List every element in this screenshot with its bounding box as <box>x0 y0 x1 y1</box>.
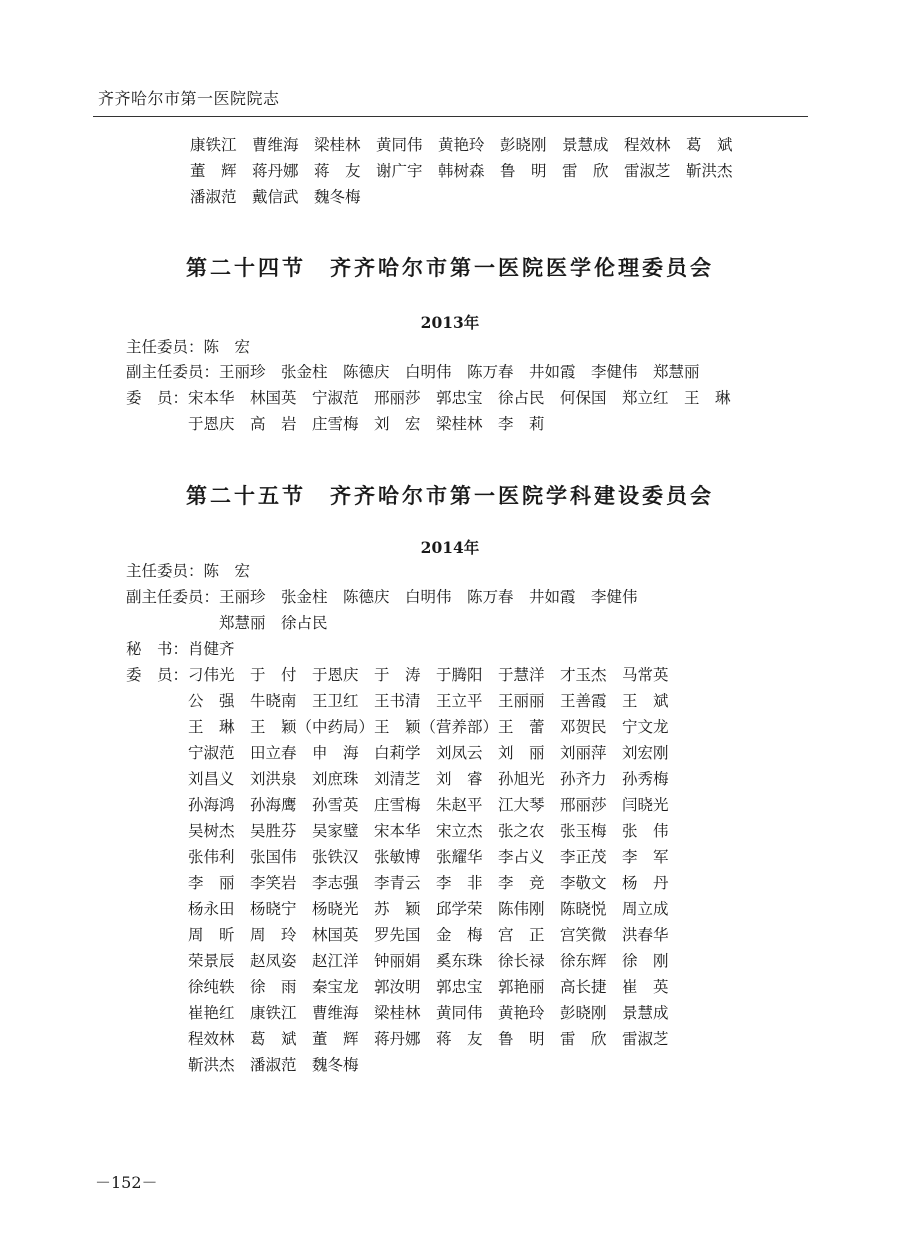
member-line: 吴树杰 吴胜芬 吴家璧 宋本华 宋立杰 张之农 张玉梅 张 伟 <box>126 822 669 840</box>
member-line: 孙海鸿 孙海鹰 孙雪英 庄雪梅 朱赵平 江大琴 邢丽莎 闫晓光 <box>126 796 669 814</box>
member-line: 委 员：宋本华 林国英 宁淑范 邢丽莎 郭忠宝 徐占民 何保国 郑立红 王 琳 <box>126 389 731 407</box>
member-line: 康铁江 曹维海 梁桂林 黄同伟 黄艳玲 彭晓刚 景慧成 程效林 葛 斌 <box>190 136 733 154</box>
section-24-title: 第二十四节 齐齐哈尔市第一医院医学伦理委员会 <box>186 256 714 280</box>
member-line: 程效林 葛 斌 董 辉 蒋丹娜 蒋 友 鲁 明 雷 欣 雷淑芝 <box>126 1030 669 1048</box>
section-25-title: 第二十五节 齐齐哈尔市第一医院学科建设委员会 <box>186 484 714 508</box>
member-line: 李 丽 李笑岩 李志强 李青云 李 非 李 竞 李敬文 杨 丹 <box>126 874 669 892</box>
section-25-year: 2014年 <box>420 538 480 557</box>
member-line: 周 昕 周 玲 林国英 罗先国 金 梅 宫 正 宫笑微 洪春华 <box>126 926 669 944</box>
member-line: 潘淑范 戴信武 魏冬梅 <box>190 188 361 206</box>
member-line: 王 琳 王 颖（中药局）王 颖（营养部）王 蕾 邓贺民 宁文龙 <box>126 718 669 736</box>
member-line: 宁淑范 田立春 申 海 白莉学 刘凤云 刘 丽 刘丽萍 刘宏刚 <box>126 744 669 762</box>
member-line: 刘昌义 刘洪泉 刘庶珠 刘清芝 刘 睿 孙旭光 孙齐力 孙秀梅 <box>126 770 669 788</box>
member-line: 荣景辰 赵凤姿 赵江洋 钟丽娟 奚东珠 徐长禄 徐东辉 徐 刚 <box>126 952 669 970</box>
chair-line: 主任委员：陈 宏 <box>126 562 251 580</box>
member-line: 张伟利 张国伟 张铁汉 张敏博 张耀华 李占义 李正茂 李 军 <box>126 848 669 866</box>
running-header-title: 齐齐哈尔市第一医院院志 <box>98 89 280 108</box>
member-line: 杨永田 杨晓宁 杨晓光 苏 颖 邱学荣 陈伟刚 陈晓悦 周立成 <box>126 900 669 918</box>
member-line: 于恩庆 高 岩 庄雪梅 刘 宏 梁桂林 李 莉 <box>126 415 545 433</box>
member-line: 董 辉 蒋丹娜 蒋 友 谢广宇 韩树森 鲁 明 雷 欣 雷淑芝 靳洪杰 <box>190 162 733 180</box>
header-divider <box>93 116 808 117</box>
member-line: 靳洪杰 潘淑范 魏冬梅 <box>126 1056 359 1074</box>
page-number: －152－ <box>95 1173 158 1192</box>
vice-chair-line: 郑慧丽 徐占民 <box>126 614 328 632</box>
section-24-year: 2013年 <box>420 313 480 332</box>
secretary-line: 秘 书：肖健齐 <box>126 640 235 658</box>
chair-line: 主任委员：陈 宏 <box>126 338 251 356</box>
member-line: 公 强 牛晓南 王卫红 王书清 王立平 王丽丽 王善霞 王 斌 <box>126 692 669 710</box>
vice-chair-line: 副主任委员：王丽珍 张金柱 陈德庆 白明伟 陈万春 井如霞 李健伟 郑慧丽 <box>126 363 700 381</box>
member-line: 崔艳红 康铁江 曹维海 梁桂林 黄同伟 黄艳玲 彭晓刚 景慧成 <box>126 1004 669 1022</box>
member-line: 徐纯轶 徐 雨 秦宝龙 郭汝明 郭忠宝 郭艳丽 高长捷 崔 英 <box>126 978 669 996</box>
vice-chair-line: 副主任委员：王丽珍 张金柱 陈德庆 白明伟 陈万春 井如霞 李健伟 <box>126 588 638 606</box>
member-line: 委 员：刁伟光 于 付 于恩庆 于 涛 于腾阳 于慧洋 才玉杰 马常英 <box>126 666 669 684</box>
